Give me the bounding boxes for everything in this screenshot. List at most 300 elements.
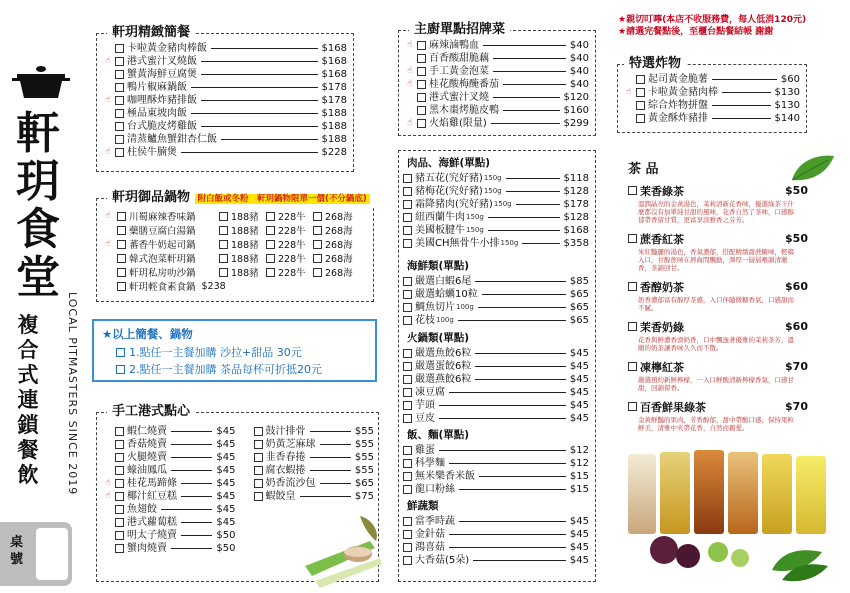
item-checkbox[interactable] [254,466,263,475]
option-checkbox[interactable] [313,268,322,277]
menu-item-row[interactable] [622,112,800,125]
item-checkbox[interactable] [117,240,126,249]
menu-item-row[interactable] [403,373,589,386]
item-name: 火腿燒賣 [127,452,167,463]
hand-point-icon: ☝ [407,79,413,89]
promo-line-2[interactable] [116,361,322,377]
item-price: $118 [563,173,589,184]
item-price: $228 [321,147,347,158]
item-name: 百香鮮果綠茶 [640,400,706,414]
menu-item-row[interactable] [101,133,347,146]
hotpot-option[interactable] [217,223,264,237]
hotpot-option[interactable] [217,251,264,265]
section-title [107,190,375,207]
brand-char: 玥 [16,156,60,207]
tea-description: 朱紅豔麗的湯色，香氣濃郁，搭配精緻甜蔗糖味，輕啜入口，甘醇蔗味在唇齒間飄動，渾厚一層層喉韻清澈香，茶韻回甘。 [638,248,794,272]
item-checkbox[interactable] [115,109,124,118]
item-checkbox[interactable] [636,101,645,110]
item-checkbox[interactable] [115,122,124,131]
item-name: 卡啦黃金豬肉棒 [648,87,718,98]
menu-item-row[interactable] [403,470,589,483]
item-price: $45 [216,478,236,489]
item-price: $358 [563,238,589,249]
item-name: 科學麵 [415,458,445,469]
menu-item-row[interactable] [403,554,589,567]
hotpot-row[interactable] [101,265,369,279]
item-checkbox[interactable] [403,316,412,325]
item-checkbox[interactable] [417,106,426,115]
hotpot-option[interactable] [311,223,358,237]
price-leader [722,92,771,93]
hotpot-row[interactable] [101,223,369,237]
item-price: $128 [563,212,589,223]
price-leader [171,457,212,458]
menu-item-row[interactable] [101,503,236,516]
item-checkbox[interactable] [417,41,426,50]
hotpot-option[interactable] [264,251,311,265]
price-leader [310,470,351,471]
item-checkbox[interactable] [417,67,426,76]
hand-point-icon: ☝ [105,491,111,501]
item-price: $45 [216,452,236,463]
menu-item-row[interactable] [403,91,589,104]
menu-item-row[interactable] [403,224,589,237]
menu-item-row[interactable] [403,185,589,198]
item-name: 手工黃金泡菜 [429,66,489,77]
hotpot-list [101,209,369,293]
price-leader [171,444,212,445]
item-checkbox[interactable] [115,531,124,540]
brand-strip [0,0,88,593]
item-size: 150g [500,239,519,247]
price-leader [310,457,351,458]
menu-item-row[interactable] [403,78,589,91]
menu-item-row[interactable] [403,386,589,399]
item-name: 魚翅餃 [127,504,157,515]
menu-item-row[interactable] [403,52,589,65]
price-leader [459,521,566,522]
item-price: $75 [354,491,374,502]
item-checkbox[interactable] [628,402,637,411]
promo-line-1[interactable] [116,344,302,360]
promo-title: ★以上簡餐、鍋物 [102,327,193,341]
item-checkbox[interactable] [115,148,124,157]
price-leader [201,61,318,62]
price-leader [493,71,566,72]
notice [618,14,806,38]
price-leader [516,204,560,205]
item-checkbox[interactable] [254,479,263,488]
item-checkbox[interactable] [117,268,126,277]
menu-item-row[interactable] [101,425,236,438]
menu-item-row[interactable] [403,347,589,360]
item-checkbox[interactable] [115,453,124,462]
tea-description: 溫潤晶亮的金黃湯色，茉莉清新花香味，優選綠茶下什麼都沒有加單純甘甜的風味，花香自然了茶味，口感醇郁帶香留甘質，更富享淡雅香之芬芳。 [638,200,794,224]
item-checkbox[interactable] [636,75,645,84]
price-leader [310,431,351,432]
price-leader [503,84,566,85]
hotpot-section [96,190,374,302]
option-checkbox[interactable] [266,212,275,221]
item-checkbox[interactable] [403,239,412,248]
item-checkbox[interactable] [403,543,412,552]
item-name: 蟹黃海鮮豆腐煲 [127,69,197,80]
menu-item-row[interactable] [403,65,589,78]
menu-item-row[interactable] [101,81,347,94]
menu-item-row[interactable] [403,528,589,541]
menu-item-row[interactable] [101,529,236,542]
promo-checkbox[interactable] [116,365,125,374]
option-checkbox[interactable] [219,240,228,249]
item-price: $65 [354,478,374,489]
item-checkbox[interactable] [403,174,412,183]
hand-point-icon: ☝ [105,478,111,488]
item-checkbox[interactable] [117,254,126,263]
item-size: 100g [436,316,454,324]
signature-list [403,39,589,130]
item-checkbox[interactable] [628,186,637,195]
price-leader [503,110,560,111]
price-leader [439,418,566,419]
menu-item-row[interactable] [101,107,347,120]
item-checkbox[interactable] [115,57,124,66]
item-checkbox[interactable] [636,114,645,123]
brand-char: 軒 [16,108,60,159]
item-price: $45 [216,504,236,515]
item-checkbox[interactable] [628,234,637,243]
menu-item-row[interactable] [101,146,347,159]
hotpot-option[interactable] [264,209,311,223]
tea-description: 奶香濃郁富有醇厚茶感，入口伴隨微糖香氣，口感甜而不膩。 [638,296,794,312]
item-checkbox[interactable] [628,322,637,331]
brand-char: 食 [16,204,60,255]
set-meals-list [101,42,347,159]
menu-item-row[interactable] [403,541,589,554]
menu-item-row[interactable] [403,117,589,130]
single-items-section [398,150,596,582]
menu-item-row[interactable] [403,275,589,288]
item-name: 椰汁紅豆糕 [127,491,177,502]
table-number-field[interactable] [36,528,68,580]
item-name: 桂花馬蹄條 [127,478,177,489]
hotpot-option[interactable] [217,209,264,223]
price-leader [181,496,212,497]
item-name: 無米樂香米飯 [415,471,475,482]
item-price: $45 [569,400,589,411]
menu-item-row[interactable] [101,120,347,133]
item-name: 藥膳豆腐白湯鍋 [129,226,196,237]
menu-item-row[interactable] [101,477,236,490]
menu-item-row[interactable] [622,99,800,112]
item-price: $45 [569,387,589,398]
item-name: 凍豆腐 [415,387,445,398]
menu-item-row[interactable] [240,425,375,438]
hotpot-option[interactable] [311,237,358,251]
item-checkbox[interactable] [417,93,426,102]
option-checkbox[interactable] [313,226,322,235]
item-checkbox[interactable] [115,440,124,449]
item-checkbox[interactable] [254,427,263,436]
item-checkbox[interactable] [628,362,637,371]
hotpot-row[interactable] [101,209,369,223]
option-label: 228牛 [278,240,306,251]
item-checkbox[interactable] [628,282,637,291]
menu-item-row[interactable] [403,172,589,185]
menu-item-row[interactable] [101,55,347,68]
item-price: $168 [321,69,347,80]
hotpot-option[interactable] [264,237,311,251]
item-checkbox[interactable] [403,459,412,468]
item-price: $60 [785,320,808,333]
menu-item-row[interactable] [403,104,589,117]
tea-section [628,158,808,439]
menu-item-row[interactable] [403,457,589,470]
item-checkbox[interactable] [403,349,412,358]
option-checkbox[interactable] [266,226,275,235]
hotpot-option[interactable] [311,251,358,265]
tea-item[interactable] [628,359,808,392]
option-checkbox[interactable] [313,254,322,263]
item-checkbox[interactable] [417,119,426,128]
menu-item-row[interactable] [622,73,800,86]
tea-item[interactable] [628,231,808,272]
item-checkbox[interactable] [403,401,412,410]
menu-item-row[interactable] [403,360,589,373]
item-checkbox[interactable] [115,427,124,436]
item-name: 大香菇(5朵) [415,555,470,566]
item-price: $45 [569,374,589,385]
menu-item-row[interactable] [240,451,375,464]
item-checkbox[interactable] [117,282,126,291]
rice-list [403,444,589,496]
price-leader [475,353,566,354]
item-checkbox[interactable] [117,226,126,235]
promo-box [92,319,377,382]
item-checkbox[interactable] [403,485,412,494]
hand-point-icon: ☝ [105,147,111,157]
price-leader [181,535,212,536]
table-label-char: 桌 [10,535,24,550]
item-checkbox[interactable] [254,440,263,449]
hotpot-option[interactable] [217,237,264,251]
menu-item-row[interactable] [403,483,589,496]
item-checkbox[interactable] [115,518,124,527]
menu-item-row[interactable] [101,94,347,107]
fried-list [622,73,800,125]
option-checkbox[interactable] [266,268,275,277]
item-checkbox[interactable] [254,453,263,462]
price-leader [211,48,318,49]
item-checkbox[interactable] [403,375,412,384]
price-leader [449,534,566,535]
item-checkbox[interactable] [403,388,412,397]
hotpot-row[interactable] [101,251,369,265]
promo-line-text: 2.點任一主餐加購 茶品每杯可折抵20元 [129,363,322,376]
menu-item-row[interactable] [101,490,236,503]
item-checkbox[interactable] [403,446,412,455]
price-leader [181,483,212,484]
menu-item-row[interactable] [403,399,589,412]
option-checkbox[interactable] [219,268,228,277]
item-checkbox[interactable] [115,505,124,514]
price-leader [479,476,566,477]
price-leader [439,405,566,406]
item-price: $45 [569,542,589,553]
menu-item-row[interactable] [101,516,236,529]
item-checkbox[interactable] [403,200,412,209]
hotpot-option[interactable] [264,223,311,237]
price-leader [161,509,212,510]
item-checkbox[interactable] [417,54,426,63]
item-checkbox[interactable] [403,414,412,423]
item-checkbox[interactable] [403,277,412,286]
price-leader [506,191,560,192]
section-title: 軒玥精緻簡餐 [107,25,195,41]
menu-item-row[interactable] [101,438,236,451]
section-title: 特選炸物 [624,56,686,72]
item-name: 麻辣滷鴨血 [429,40,479,51]
item-checkbox[interactable] [115,135,124,144]
tea-description: 嚴選預約新鮮檸檬，一入口鮮酸清新檸檬香氣，口感甘甜，回韻留香。 [638,376,794,392]
brand-since: LOCAL PITMASTERS SINCE 2019 [66,292,79,496]
table-label-char: 號 [10,552,24,567]
item-checkbox[interactable] [254,492,263,501]
item-name: 紐西蘭牛肉 [415,212,465,223]
item-checkbox[interactable] [115,479,124,488]
hotpot-row[interactable] [101,279,369,293]
item-price: $299 [563,118,589,129]
subtitle-char: 飲 [17,462,39,487]
menu-item-row[interactable] [101,451,236,464]
option-checkbox[interactable] [313,212,322,221]
price-leader [320,444,351,445]
promo-checkbox[interactable] [116,348,125,357]
item-name: 鯛魚切片 [415,302,455,313]
option-checkbox[interactable] [266,240,275,249]
menu-item-row[interactable] [403,515,589,528]
option-checkbox[interactable] [219,226,228,235]
menu-item-row[interactable] [403,198,589,211]
item-checkbox[interactable] [403,187,412,196]
subtitle-char: 合 [17,337,39,362]
hotpot-row[interactable] [101,237,369,251]
item-checkbox[interactable] [403,472,412,481]
item-checkbox[interactable] [403,517,412,526]
menu-item-row[interactable] [403,237,589,250]
item-name: 蕃香牛奶起司鍋 [129,240,196,251]
item-checkbox[interactable] [403,226,412,235]
veg-list [403,515,589,567]
option-checkbox[interactable] [219,212,228,221]
price-leader [181,152,318,153]
item-checkbox[interactable] [403,290,412,299]
item-name: 奶黃芝麻球 [265,439,316,450]
tea-item[interactable] [628,319,808,352]
hotpot-option[interactable] [311,209,358,223]
menu-item-row[interactable] [101,542,236,555]
item-checkbox[interactable] [403,556,412,565]
menu-item-row[interactable] [240,477,375,490]
price-leader [439,450,566,451]
item-price: $60 [785,280,808,293]
menu-item-row[interactable] [403,444,589,457]
option-label: 268海 [325,268,353,279]
menu-item-row[interactable] [240,438,375,451]
menu-item-row[interactable] [403,288,589,301]
hotpot-option[interactable] [217,265,264,279]
item-checkbox[interactable] [117,212,126,221]
price-leader [473,560,566,561]
item-checkbox[interactable] [115,70,124,79]
hand-point-icon: ☝ [626,87,632,97]
menu-item-row[interactable] [403,314,589,327]
item-price: $160 [563,105,589,116]
menu-item-row[interactable] [101,464,236,477]
item-name: 港式蘿蔔糕 [127,517,177,528]
item-checkbox[interactable] [636,88,645,97]
item-name: 港式蜜汁叉燒 [429,92,489,103]
hotpot-option[interactable] [264,265,311,279]
item-price: $45 [569,413,589,424]
item-checkbox[interactable] [115,44,124,53]
item-name: 茉香綠茶 [640,184,684,198]
item-checkbox[interactable] [403,303,412,312]
subtitle-char: 式 [17,362,39,387]
item-name: 川蜀麻辣香味鍋 [129,212,196,223]
item-checkbox[interactable] [115,466,124,475]
menu-item-row[interactable] [101,68,347,81]
menu-item-row[interactable] [240,464,375,477]
tea-item[interactable] [628,183,808,224]
menu-item-row[interactable] [403,301,589,314]
option-checkbox[interactable] [313,240,322,249]
item-size: 150g [493,200,512,208]
item-name: 奶香流沙包 [265,478,316,489]
price-leader [712,118,771,119]
tea-name-row [628,231,808,246]
menu-item-row[interactable] [403,39,589,52]
item-name: 凍檸紅茶 [640,360,684,374]
menu-item-row[interactable] [403,211,589,224]
section-title: 手工港式點心 [107,404,195,420]
item-checkbox[interactable] [403,530,412,539]
promo-line-text: 1.點任一主餐加購 沙拉+甜品 30元 [129,346,302,359]
vegetables-illustration-icon [300,496,390,590]
option-checkbox[interactable] [266,254,275,263]
price-leader [483,45,566,46]
option-checkbox[interactable] [219,254,228,263]
item-size: 150g [466,226,484,234]
menu-item-row[interactable] [622,86,800,99]
option-label: 188豬 [231,240,259,251]
menu-item-row[interactable] [403,412,589,425]
item-name: 明太子燒賣 [127,530,177,541]
hotpot-option[interactable] [311,265,358,279]
tea-item[interactable] [628,399,808,432]
item-name: 蟹肉燒賣 [127,543,167,554]
item-checkbox[interactable] [115,492,124,501]
price-leader [475,366,566,367]
item-checkbox[interactable] [115,83,124,92]
tea-item[interactable] [628,279,808,312]
item-checkbox[interactable] [417,80,426,89]
item-checkbox[interactable] [403,362,412,371]
item-checkbox[interactable] [115,544,124,553]
item-checkbox[interactable] [403,213,412,222]
item-checkbox[interactable] [115,96,124,105]
menu-item-row[interactable] [101,42,347,55]
item-name: 霜降豬肉(究好豬) [415,199,493,210]
